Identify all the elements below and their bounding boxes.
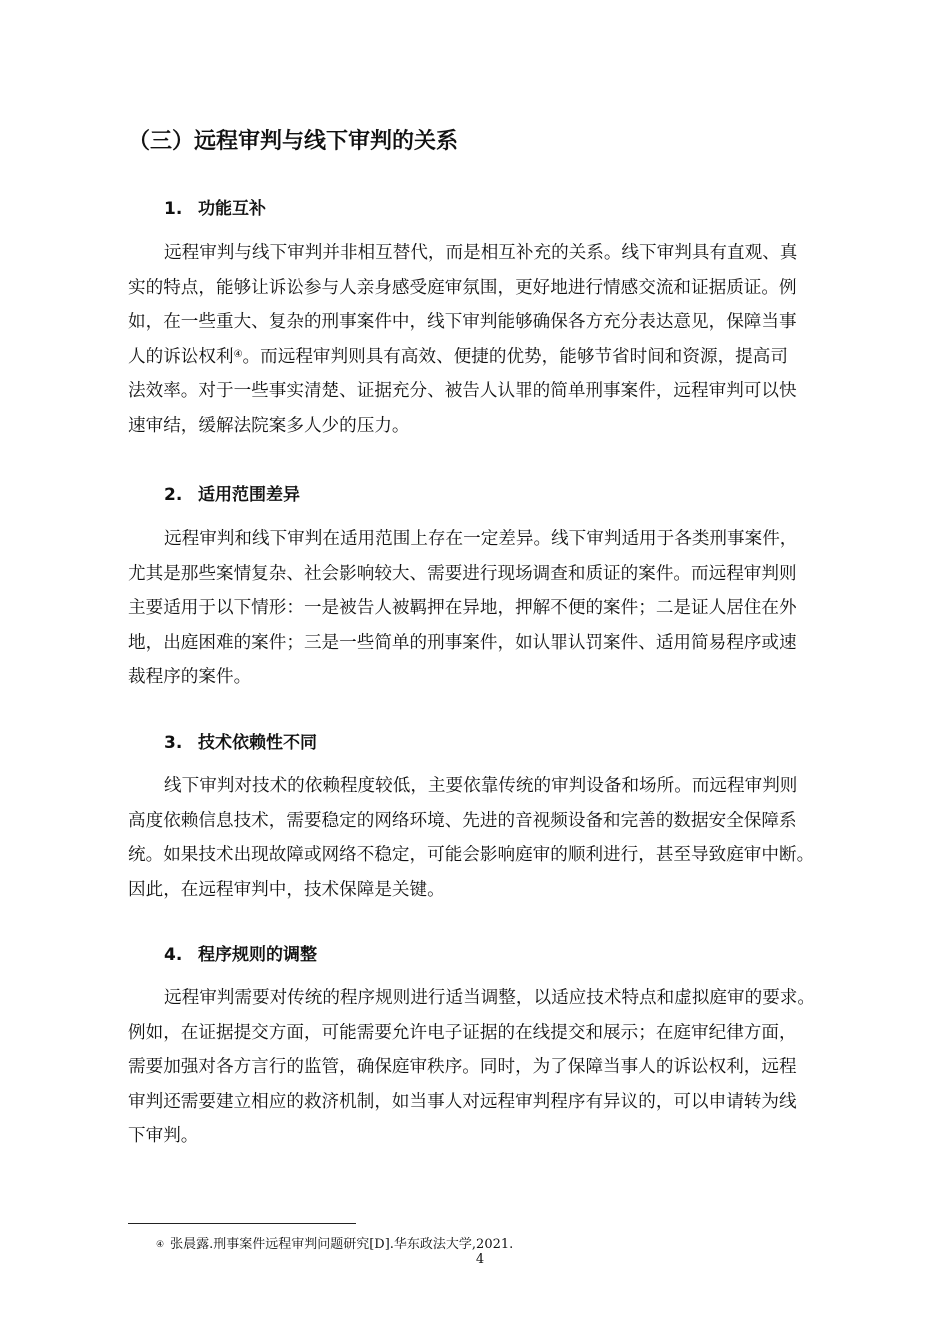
subsection-heading-3 xyxy=(164,730,317,756)
paragraph-line: 远程审判和线下审判在适用范围上存在一定差异。线下审判适用于各类刑事案件， xyxy=(164,529,798,549)
paragraph-line: 统。如果技术出现故障或网络不稳定，可能会影响庭审的顺利进行，甚至导致庭审中断。 xyxy=(128,845,815,866)
subsection-heading-2 xyxy=(164,482,300,508)
subsection-title: 适用范围差异 xyxy=(198,485,300,505)
subsection-title: 技术依赖性不同 xyxy=(198,733,317,753)
paragraph-line: 因此，在远程审判中，技术保障是关键。 xyxy=(128,879,445,900)
subsection-heading-1 xyxy=(164,196,266,222)
page-number: 4 xyxy=(475,1252,485,1267)
footnote-mark: ④ xyxy=(156,1240,165,1250)
paragraph-4 xyxy=(128,981,858,1154)
paragraph-line: 线下审判对技术的依赖程度较低，主要依靠传统的审判设备和场所。而远程审判则 xyxy=(164,776,798,796)
footnote-text: 张晨露.刑事案件远程审判问题研究[D].华东政法大学,2021. xyxy=(170,1237,514,1252)
subsection-title: 程序规则的调整 xyxy=(198,945,317,965)
paragraph-line: 远程审判需要对传统的程序规则进行适当调整，以适应技术特点和虚拟庭审的要求。 xyxy=(164,988,815,1008)
subsection-title: 功能互补 xyxy=(198,199,266,219)
paragraph-line: 法效率。对于一些事实清楚、证据充分、被告人认罪的简单刑事案件，远程审判可以快 xyxy=(128,381,797,402)
line-text: 人的诉讼权利 xyxy=(128,346,234,367)
paragraph-line: 下审判。 xyxy=(128,1126,199,1147)
subsection-number: 3. xyxy=(164,733,183,753)
footnote-reference[interactable]: ④ xyxy=(233,348,243,360)
paragraph-line: 审判还需要建立相应的救济机制，如当事人对远程审判程序有异议的，可以申请转为线 xyxy=(128,1091,797,1112)
subsection-number: 2. xyxy=(164,485,183,505)
paragraph-line: 如，在一些重大、复杂的刑事案件中，线下审判能够确保各方充分表达意见，保障当事 xyxy=(128,312,797,333)
paragraph-line: 高度依赖信息技术，需要稳定的网络环境、先进的音视频设备和完善的数据安全保障系 xyxy=(128,810,797,831)
paragraph-line: 远程审判与线下审判并非相互替代，而是相互补充的关系。线下审判具有直观、真 xyxy=(164,243,798,263)
subsection-heading-4 xyxy=(164,942,317,968)
subsection-number: 1. xyxy=(164,199,183,219)
paragraph-line: 实的特点，能够让诉讼参与人亲身感受庭审氛围，更好地进行情感交流和证据质证。例 xyxy=(128,277,797,298)
line-text: 。而远程审判则具有高效、便捷的优势，能够节省时间和资源，提高司 xyxy=(242,346,788,367)
footnote-divider xyxy=(128,1223,356,1224)
paragraph-3 xyxy=(128,769,858,907)
paragraph-line: 裁程序的案件。 xyxy=(128,667,252,688)
paragraph-line: 主要适用于以下情形：一是被告人被羁押在异地，押解不便的案件；二是证人居住在外 xyxy=(128,598,797,619)
paragraph-1 xyxy=(128,236,858,444)
paragraph-2 xyxy=(128,522,858,695)
paragraph-line: 尤其是那些案情复杂、社会影响较大、需要进行现场调查和质证的案件。而远程审判则 xyxy=(128,563,797,584)
paragraph-line: 需要加强对各方言行的监管，确保庭审秩序。同时，为了保障当事人的诉讼权利，远程 xyxy=(128,1057,797,1078)
paragraph-line: 例如，在证据提交方面，可能需要允许电子证据的在线提交和展示；在庭审纪律方面， xyxy=(128,1022,797,1043)
footnote xyxy=(156,1236,513,1254)
paragraph-line-with-footnote xyxy=(128,340,858,375)
section-title: （三）远程审判与线下审判的关系 xyxy=(128,129,459,154)
subsection-number: 4. xyxy=(164,945,183,965)
paragraph-line: 地，出庭困难的案件；三是一些简单的刑事案件，如认罪认罚案件、适用简易程序或速 xyxy=(128,632,797,653)
paragraph-line: 速审结，缓解法院案多人少的压力。 xyxy=(128,415,410,436)
